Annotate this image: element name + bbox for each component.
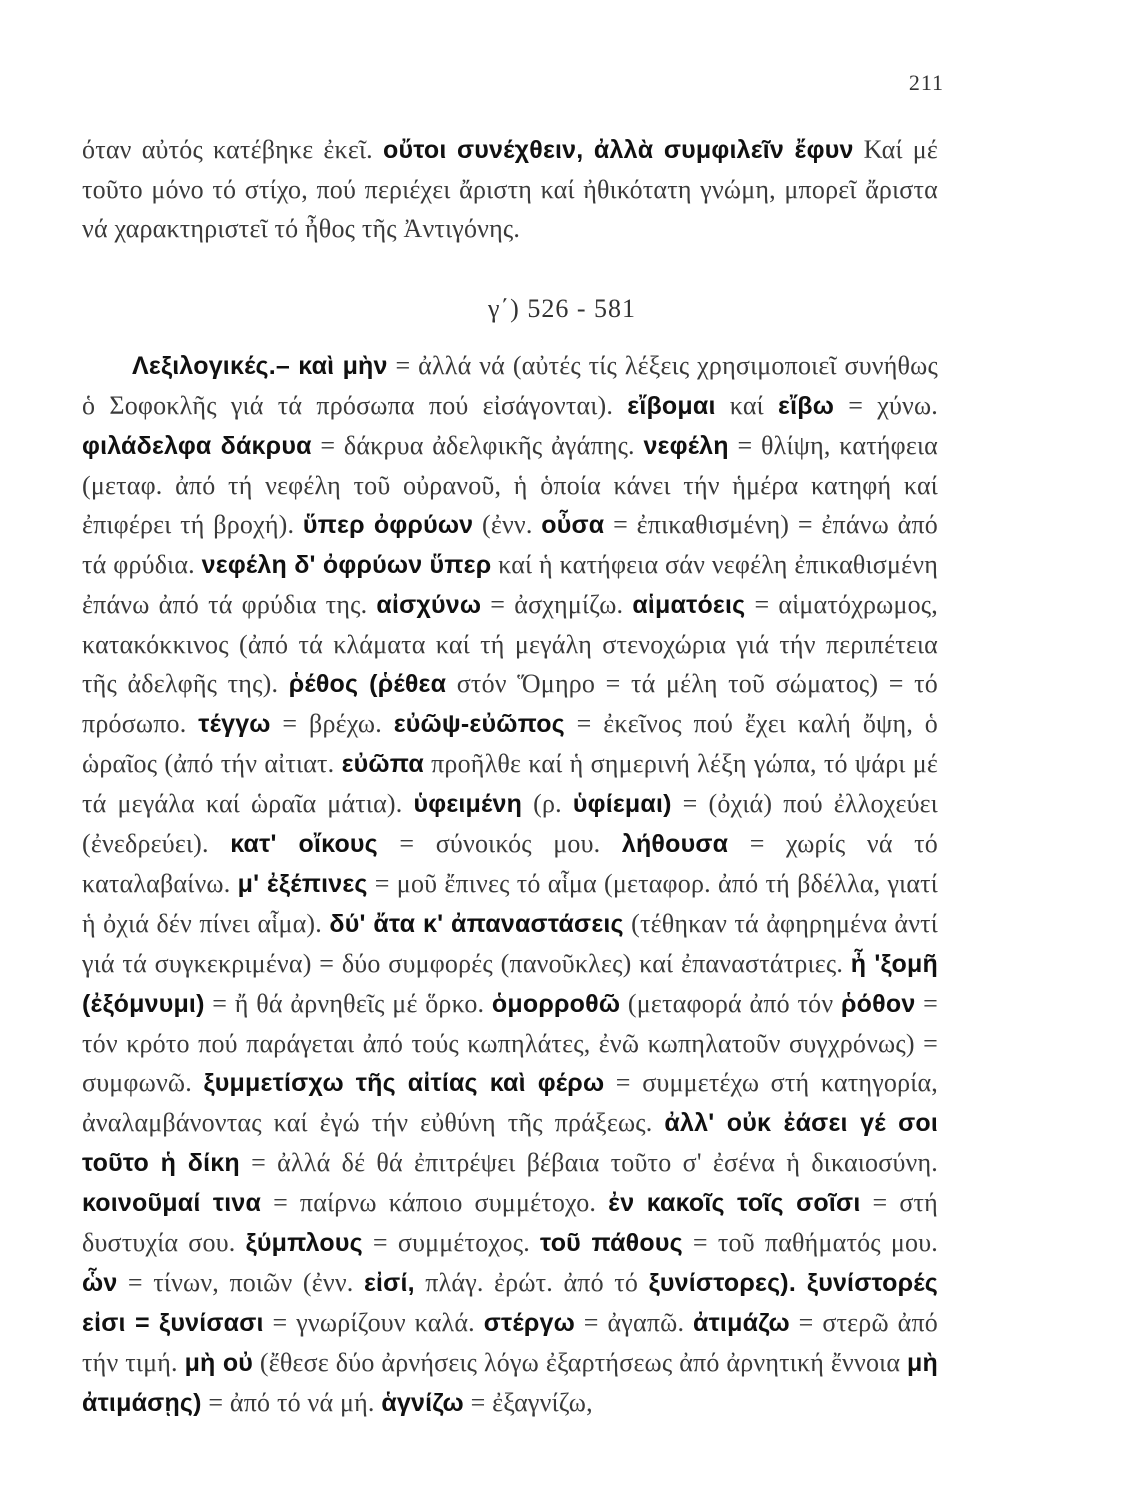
gloss-text: καί (715, 391, 779, 420)
lexical-term: νεφέλη (643, 432, 729, 460)
gloss-text: στόν Ὅμηρο = τά μέλη τοῦ σώματος) = τό πρόσωπο. (82, 669, 938, 738)
lexical-term: τέγγω (198, 710, 271, 738)
lexical-term: τοῦ πάθους (540, 1229, 683, 1257)
lexical-term: ὧν (82, 1269, 118, 1297)
gloss-text: (μεταφορά ἀπό τόν (620, 989, 842, 1018)
gloss-text: = σύνοικός μου. (377, 829, 622, 858)
gloss-text: (ρ. (522, 789, 573, 818)
lexical-term: ὑφειμένη (413, 790, 523, 818)
gloss-text: = ἐκεῖνος πού ἔχει καλή ὄψη, ὁ ὡραῖος (ἀπό τήν αἰτιατ. (82, 709, 938, 778)
lexical-term: νεφέλη δ' ὀφρύων ὕπερ (201, 551, 492, 579)
lexical-term: αἱματόεις (632, 591, 746, 619)
lexical-term: φιλάδελφα δάκρυα (82, 432, 312, 460)
gloss-text: = ἀλλά δέ θά ἐπιτρέψει βέβαια τοῦτο σ' ἐσένα ἡ δικαιοσύνη. (239, 1148, 939, 1177)
gloss-text: όταν αὐτός κατέβηκε ἐκεῖ. (82, 135, 383, 164)
lexical-term: ἁγνίζω (381, 1389, 464, 1417)
lexical-term: κατ' οἴκους (230, 830, 378, 858)
lexical-term: ὕπερ ὀφρύων (302, 511, 474, 539)
gloss-text: = ἤ θά ἀρνηθεῖς μέ ὅρκο. (204, 989, 492, 1018)
gloss-text: = (ὀχιά) πού ἐλλοχεύει (ἐνεδρεύει). (82, 789, 938, 858)
lexical-term: οὔτοι συνέχθειν, ἀλλὰ συμφιλεῖν ἔφυν (382, 136, 854, 164)
lexical-term: ἦ 'ξομῆ (ἐξόμνυμι) (82, 950, 938, 1018)
gloss-text: (ἐνν. (473, 510, 542, 539)
section-heading: γ΄) 526 - 581 (488, 294, 636, 323)
lexical-term: εὐῶπα (341, 750, 424, 778)
gloss-text: = ἀπό τό νά μή. (201, 1388, 382, 1417)
lexical-term: ῥέθος (ῥέθεα (288, 670, 447, 698)
gloss-text: = ἀγαπῶ. (574, 1308, 693, 1337)
lexical-term: ἀλλ' οὐκ ἐάσει γέ σοι τοῦτο ἡ δίκη (82, 1109, 938, 1177)
lexical-term: ξυμμετίσχω τῆς αἰτίας καὶ φέρω (203, 1069, 605, 1097)
gloss-text: = θλίψη, κατήφεια (μεταφ. ἀπό τή νεφέλη τοῦ οὐρανοῦ, ἡ ὁποία κάνει τήν ἡμέρα κατηφή καί ἐπιφέρει τή βροχή). (82, 431, 938, 539)
lexical-term: εἰσί, (363, 1269, 415, 1297)
lexical-term: λήθουσα (621, 830, 729, 858)
gloss-text: προῆλθε καί ἡ σημερινή λέξη γώπα, τό ψάρι μέ τά μεγάλα καί ὡραῖα μάτια). (82, 749, 939, 818)
intro-paragraph (82, 130, 938, 248)
lexical-term: εὐῶψ-εὐῶπος (393, 710, 565, 738)
lexical-term: μὴ οὐ (184, 1349, 254, 1377)
gloss-text: = γνωρίζουν καλά. (263, 1308, 484, 1337)
lexical-term: δύ' ἄτα κ' ἀπαναστάσεις (329, 910, 624, 938)
lexical-term: εἴβομαι (627, 392, 716, 420)
lexicon-paragraph (82, 346, 938, 1423)
lexical-term: Λεξιλογικές.– καὶ μὴν (132, 352, 388, 380)
gloss-text: = ἐπικαθισμένη) = ἐπάνω ἀπό τά φρύδια. (82, 510, 938, 579)
gloss-text: = βρέχω. (270, 709, 394, 738)
gloss-text: = συμμετέχω στή κατηγορία, ἀναλαμβάνοντας καί ἐγώ τήν εὐθύνη τῆς πράξεως. (82, 1068, 938, 1137)
gloss-text: πλάγ. ἐρώτ. ἀπό τό (414, 1268, 649, 1297)
gloss-text: = στή δυστυχία σου. (82, 1188, 938, 1257)
gloss-text: (ἔθεσε δύο ἀρνήσεις λόγω ἐξαρτήσεως ἀπό ἀρνητική ἔννοια (253, 1348, 908, 1377)
gloss-text: = αἱματόχρωμος, κατακόκκινος (ἀπό τά κλάματα καί τή μεγάλη στενοχώρια γιά τήν περιπέτεια τῆς ἀδελφῆς της). (82, 590, 938, 698)
lexical-term: ῥόθον (841, 990, 916, 1018)
lexical-term: ἀτιμάζω (693, 1309, 790, 1337)
gloss-text: = στερῶ ἀπό τήν τιμή. (82, 1308, 938, 1377)
lexical-term: ὁμορροθῶ (491, 990, 621, 1018)
gloss-text: = παίρνω κάποιο συμμέτοχο. (261, 1188, 609, 1217)
gloss-text: καί ἡ κατήφεια σάν νεφέλη ἐπικαθισμένη ἐπάνω ἀπό τά φρύδια της. (82, 550, 938, 619)
lexical-term: οὖσα (541, 511, 605, 539)
gloss-text: = τοῦ παθήματός μου. (682, 1228, 938, 1257)
gloss-text: Καί μέ τοῦτο μόνο τό στίχο, πού περιέχει ἄριστη καί ἠθικότατη γνώμη, μπορεῖ ἄριστα νά χαρακτηριστεῖ τό ἦθος τῆς Ἀντιγόνης. (82, 135, 939, 243)
lexical-term: αἰσχύνω (376, 591, 482, 619)
gloss-text: = τόν κρότο πού παράγεται ἀπό τούς κωπηλάτες, ἐνῶ κωπηλατοῦν συγχρόνως) = συμφωνῶ. (82, 989, 938, 1097)
gloss-text: = χωρίς νά τό καταλαβαίνω. (82, 829, 938, 898)
lexical-term: μ' ἐξέπινες (237, 870, 368, 898)
lexical-term: κοινοῦμαί τινα (82, 1189, 262, 1217)
lexical-term: ξυνίστορες). ξυνίστορές εἰσι = ξυνίσασι (82, 1269, 938, 1337)
gloss-text: = συμμέτοχος. (362, 1228, 541, 1257)
gloss-text: = δάκρυα ἀδελφικῆς ἀγάπης. (311, 431, 644, 460)
gloss-text: (τέθηκαν τά ἀφηρημένα ἀντί γιά τά συγκεκριμένα) = δύο συμφορές (πανοῦκλες) καί ἐπαναστάτριες. (82, 909, 938, 978)
lexical-term: εἴβω (778, 392, 835, 420)
gloss-text: = ἀσχημίζω. (481, 590, 633, 619)
gloss-text: = χύνω. (834, 391, 938, 420)
page-number: 211 (908, 70, 944, 95)
gloss-text: = ἀλλά νά (αὐτές τίς λέξεις χρησιμοποιεῖ συνήθως ὁ Σοφοκλῆς γιά τά πρόσωπα πού εἰσάγονται). (82, 351, 938, 420)
gloss-text: = μοῦ ἔπινες τό αἷμα (μεταφορ. ἀπό τή βδέλλα, γιατί ἡ ὀχιά δέν πίνει αἷμα). (82, 869, 939, 938)
lexical-term: ξύμπλους (245, 1229, 363, 1257)
lexical-term: ὑφίεμαι) (572, 790, 672, 818)
lexical-term: ἐν κακοῖς τοῖς σοῖσι (608, 1189, 861, 1217)
gloss-text: = τίνων, ποιῶν (ἐνν. (117, 1268, 364, 1297)
gloss-text: = ἐξαγνίζω, (463, 1388, 593, 1417)
lexical-term: στέργω (483, 1309, 575, 1337)
lexical-term: μὴ ἀτιμάσῃς) (82, 1349, 938, 1417)
